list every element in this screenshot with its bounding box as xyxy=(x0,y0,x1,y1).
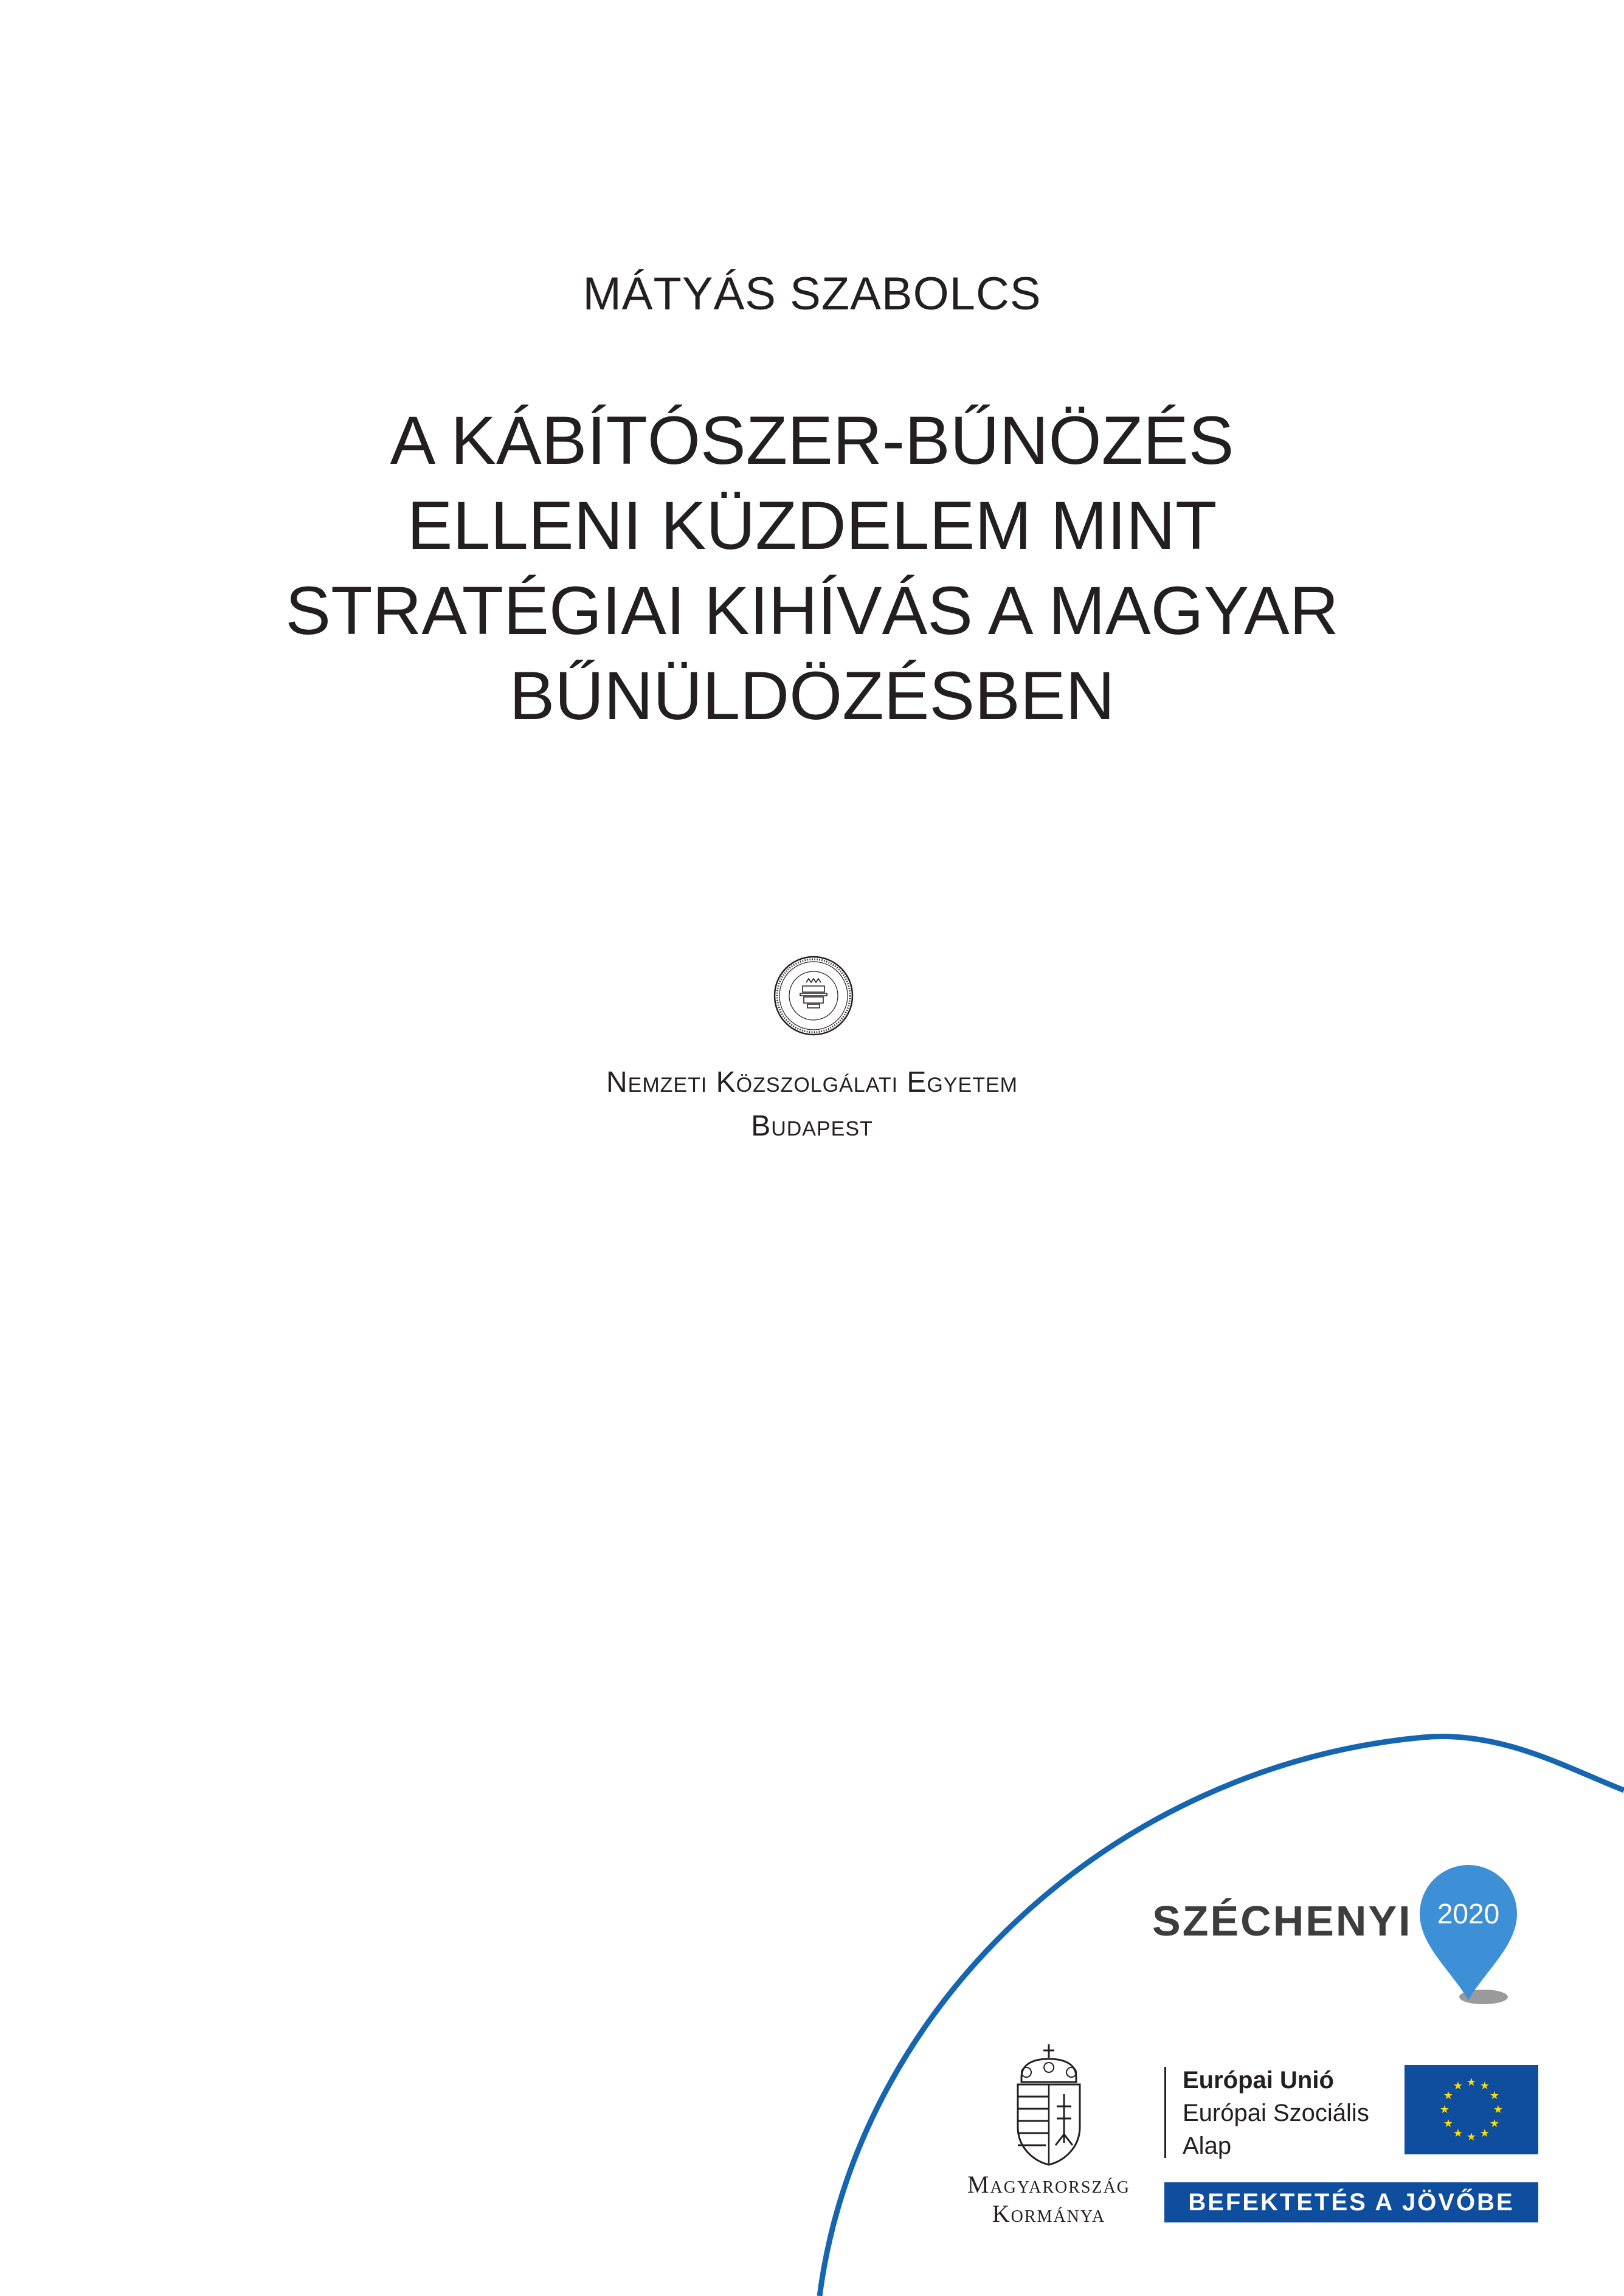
title-line: STRATÉGIAI KIHÍVÁS A MAGYAR xyxy=(285,573,1339,649)
hungarian-coat-of-arms-icon xyxy=(1003,2039,1094,2167)
szechenyi-pin-icon xyxy=(1414,1860,1523,2006)
eu-fund-name: Európai Szociális xyxy=(1183,2100,1369,2126)
government-label xyxy=(945,2170,1152,2229)
svg-text:★: ★ xyxy=(1466,2131,1477,2143)
publisher-city: Budapest xyxy=(751,1110,873,1142)
publisher xyxy=(0,1061,1624,1148)
svg-text:★: ★ xyxy=(1453,2127,1463,2140)
title-line: A KÁBÍTÓSZER-BŰNÖZÉS xyxy=(390,402,1234,478)
title-line: BŰNÜLDÖZÉSBEN xyxy=(509,658,1115,734)
eu-label xyxy=(1183,2064,1369,2162)
svg-text:★: ★ xyxy=(1453,2080,1463,2092)
svg-text:★: ★ xyxy=(1489,2089,1500,2102)
university-seal-icon xyxy=(772,954,855,1037)
svg-text:★: ★ xyxy=(1493,2103,1504,2116)
eu-union-name: Európai Unió xyxy=(1183,2067,1334,2094)
svg-text:★: ★ xyxy=(1466,2076,1477,2089)
svg-text:★: ★ xyxy=(1443,2117,1454,2130)
szechenyi-logo-text: SZÉCHENYI xyxy=(1152,1897,1412,1945)
government-line: Magyarország xyxy=(967,2171,1131,2198)
svg-text:★: ★ xyxy=(1479,2080,1490,2092)
author-name: MÁTYÁS SZABOLCS xyxy=(582,268,1042,320)
eu-divider xyxy=(1164,2067,1166,2158)
government-line: Kormánya xyxy=(992,2200,1106,2227)
szechenyi-year: 2020 xyxy=(1437,1898,1500,1929)
svg-text:★: ★ xyxy=(1479,2127,1490,2140)
title-line: ELLENI KÜZDELEM MINT xyxy=(407,488,1217,564)
eu-fund-name: Alap xyxy=(1183,2132,1232,2159)
book-title xyxy=(0,398,1624,739)
publisher-name: Nemzeti Közszolgálati Egyetem xyxy=(606,1066,1018,1098)
svg-text:★: ★ xyxy=(1443,2089,1454,2102)
investment-banner: BEFEKTETÉS A JÖVŐBE xyxy=(1164,2182,1538,2222)
svg-text:★: ★ xyxy=(1439,2103,1450,2116)
eu-flag-icon xyxy=(1405,2065,1538,2154)
svg-text:★: ★ xyxy=(1489,2117,1500,2130)
